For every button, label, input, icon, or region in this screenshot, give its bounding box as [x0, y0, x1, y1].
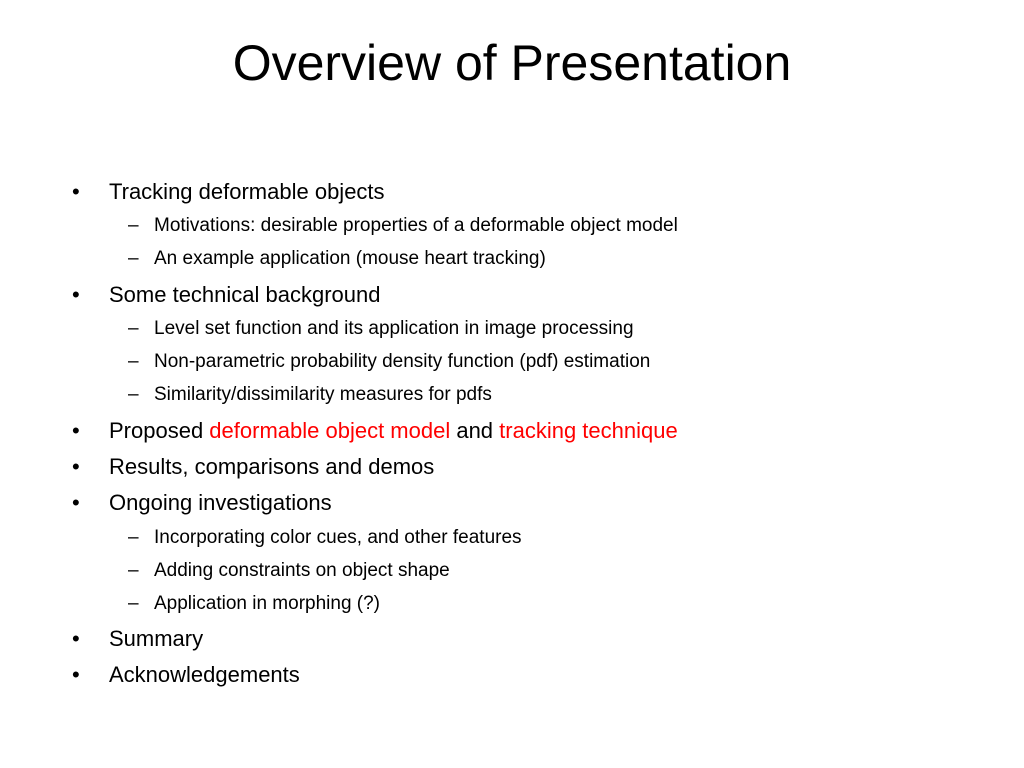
sub-bullet-text: Level set function and its application in image processing [154, 318, 634, 339]
highlighted-text: deformable object model [209, 418, 451, 443]
bullet-text: Ongoing investigations [109, 490, 332, 515]
bullet-text-part: Proposed [109, 418, 210, 443]
bullet-text: Tracking deformable objects [109, 179, 385, 204]
bullet-icon: • [72, 282, 80, 307]
bullet-text [109, 418, 678, 444]
dash-icon: – [128, 351, 139, 372]
sub-bullet-text: Similarity/dissimilarity measures for pdfs [154, 384, 492, 405]
bullet-icon: • [72, 454, 80, 479]
dash-icon: – [128, 215, 139, 236]
bullet-icon: • [72, 662, 80, 687]
sub-bullet-text: Application in morphing (?) [154, 593, 381, 614]
highlighted-text: tracking technique [499, 418, 678, 443]
dash-icon: – [128, 560, 139, 581]
bullet-text: Results, comparisons and demos [109, 454, 435, 479]
dash-icon: – [128, 384, 139, 405]
sub-bullet-text: Non-parametric probability density function (pdf) estimation [154, 351, 651, 372]
bullet-text: Some technical background [109, 282, 381, 307]
dash-icon: – [128, 527, 139, 548]
bullet-text: Summary [109, 626, 204, 651]
bullet-icon: • [72, 490, 80, 515]
dash-icon: – [128, 248, 139, 269]
dash-icon: – [128, 593, 139, 614]
slide-title: Overview of Presentation [232, 35, 792, 91]
sub-bullet-text: Incorporating color cues, and other features [154, 527, 522, 548]
bullet-icon: • [72, 179, 80, 204]
sub-bullet-text: An example application (mouse heart tracking) [154, 248, 546, 269]
bullet-icon: • [72, 626, 80, 651]
dash-icon: – [128, 318, 139, 339]
bullet-text: Acknowledgements [109, 662, 300, 687]
sub-bullet-text: Adding constraints on object shape [154, 560, 450, 581]
bullet-icon: • [72, 418, 80, 443]
sub-bullet-text: Motivations: desirable properties of a deformable object model [154, 215, 678, 236]
bullet-text-part: and [450, 418, 500, 443]
